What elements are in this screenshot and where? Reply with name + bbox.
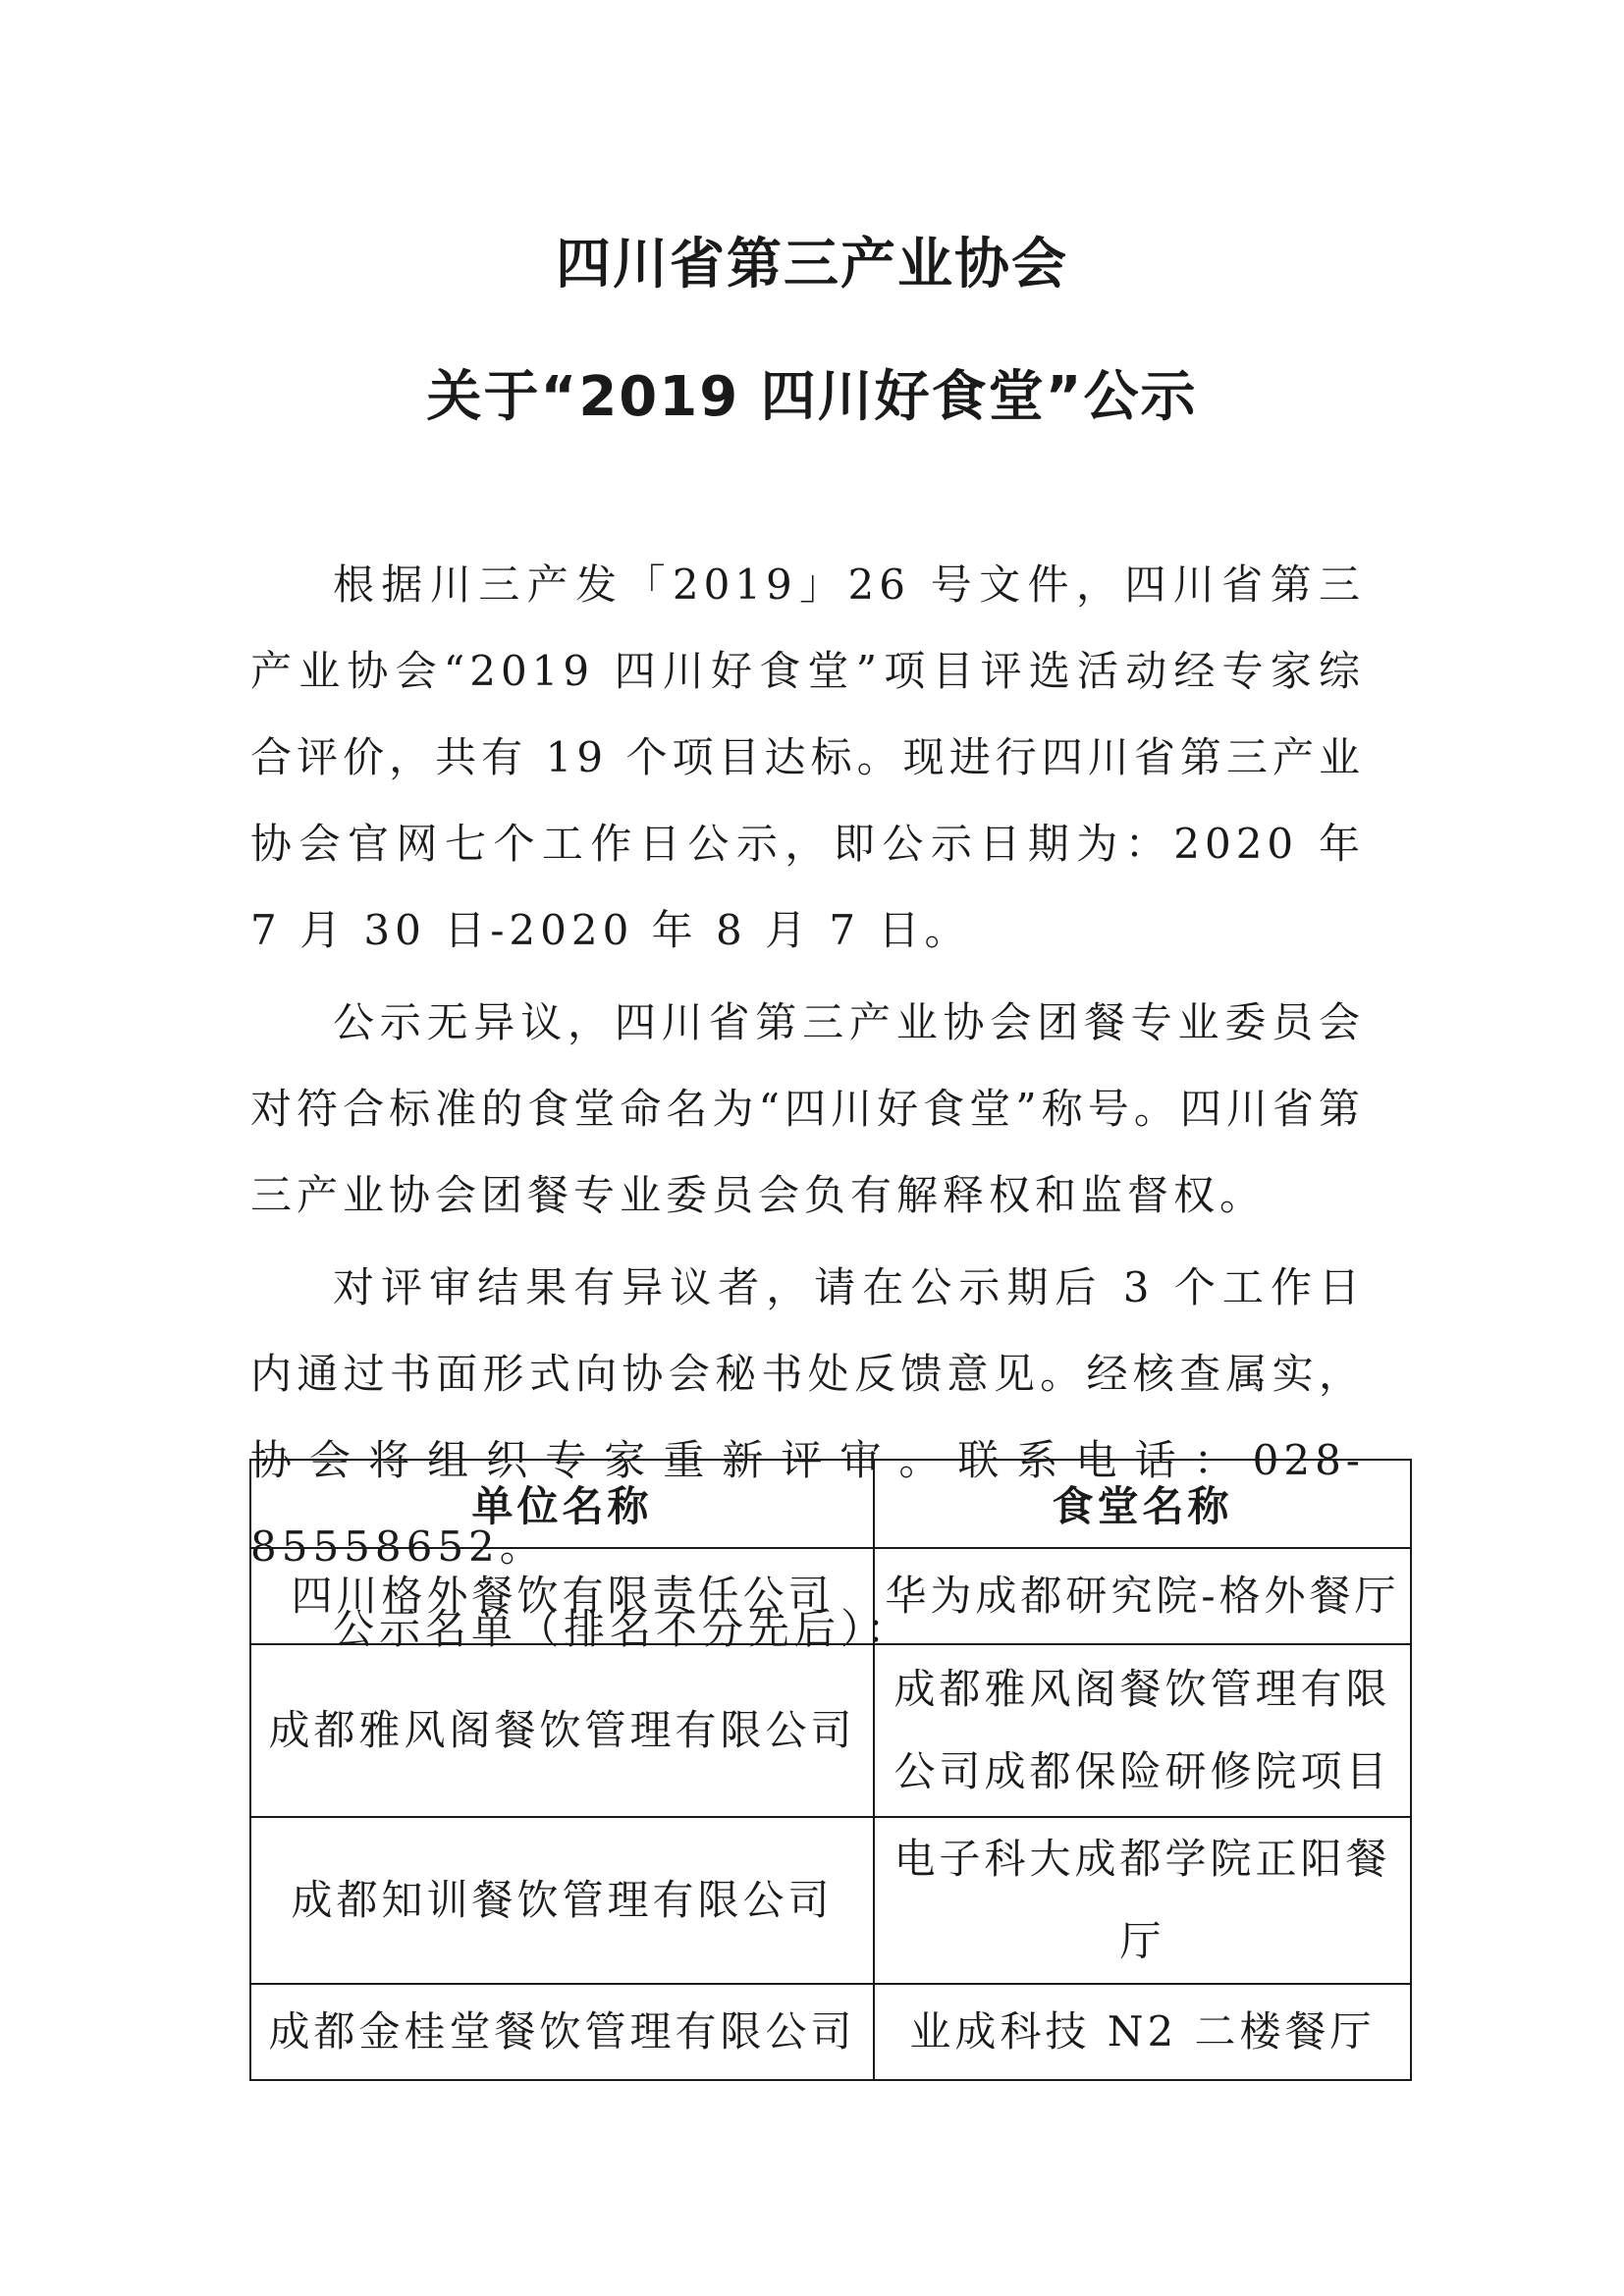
- unit-name-cell: 成都知训餐饮管理有限公司: [250, 1817, 874, 1984]
- table-header-row: [250, 1460, 1411, 1548]
- table-row: [250, 1644, 1411, 1817]
- paragraph-objection: 对评审结果有异议者，请在公示期后 3 个工作日内通过书面形式向协会秘书处反馈意见。经核查属实，协会将组织专家重新评审。联系电话：028-85558652。: [250, 1263, 1365, 1571]
- roster-table: [249, 1459, 1412, 2081]
- document-title-line-2: 关于“2019 四川好食堂”公示: [426, 365, 1198, 429]
- table-row: [250, 1548, 1411, 1644]
- table-row: [250, 1817, 1411, 1984]
- column-header-canteen: 食堂名称: [874, 1460, 1411, 1548]
- canteen-name-cell: 电子科大成都学院正阳餐厅: [874, 1817, 1411, 1984]
- unit-name-cell: 成都金桂堂餐饮管理有限公司: [250, 1984, 874, 2080]
- canteen-name-cell: 华为成都研究院-格外餐厅: [874, 1548, 1411, 1644]
- unit-name-cell: 四川格外餐饮有限责任公司: [250, 1548, 874, 1644]
- paragraph-basis: 根据川三产发「2019」26 号文件，四川省第三产业协会“2019 四川好食堂”项目评选活动经专家综合评价，共有 19 个项目达标。现进行四川省第三产业协会官网七个工作日公示，即公示日期为：2020 年 7 月 30 日-2020 年 8 月 7 日。: [250, 561, 1365, 954]
- unit-name-cell: 成都雅风阁餐饮管理有限公司: [250, 1644, 874, 1817]
- table-row: [250, 1984, 1411, 2080]
- paragraph-naming: 公示无异议，四川省第三产业协会团餐专业委员会对符合标准的食堂命名为“四川好食堂”称号。四川省第三产业协会团餐专业委员会负有解释权和监督权。: [250, 998, 1365, 1219]
- canteen-name-cell: 成都雅风阁餐饮管理有限公司成都保险研修院项目: [874, 1644, 1411, 1817]
- canteen-name-cell: 业成科技 N2 二楼餐厅: [874, 1984, 1411, 2080]
- list-intro: 公示名单（排名不分先后）：: [333, 1605, 913, 1653]
- document-title-line-1: 四川省第三产业协会: [556, 233, 1068, 296]
- column-header-unit: 单位名称: [250, 1460, 874, 1548]
